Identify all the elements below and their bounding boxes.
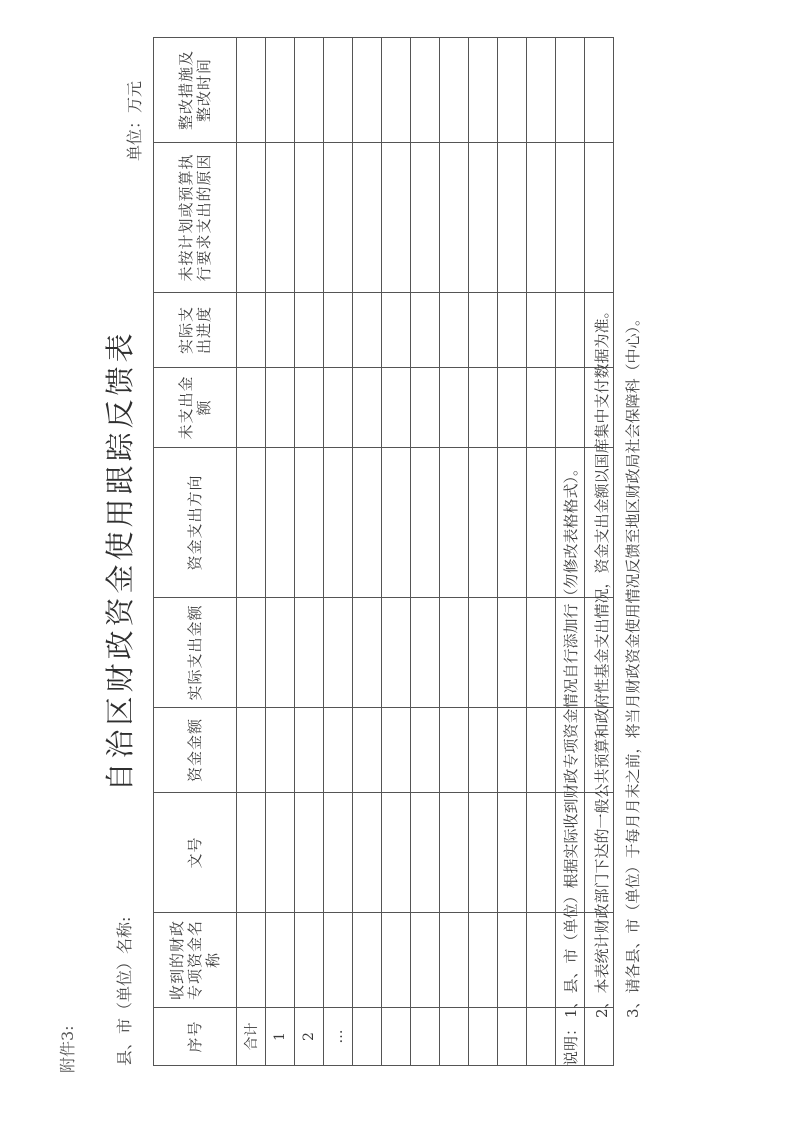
data-cell[interactable] (440, 368, 469, 448)
form-title: 自治区财政资金使用跟踪反馈表 (103, 329, 137, 792)
data-cell[interactable] (353, 793, 382, 913)
data-cell[interactable] (469, 793, 498, 913)
data-cell[interactable] (324, 368, 353, 448)
data-cell[interactable] (527, 293, 556, 368)
data-cell[interactable] (324, 913, 353, 1008)
header-cell: 未支出金额 (154, 368, 237, 448)
header-cell: 文号 (154, 793, 237, 913)
data-cell[interactable] (498, 793, 527, 913)
data-cell[interactable] (527, 708, 556, 793)
table-row (237, 38, 266, 1066)
header-cell: 收到的财政专项资金名称 (154, 913, 237, 1008)
data-cell[interactable] (266, 913, 295, 1008)
attachment-label: 附件3: (58, 1025, 77, 1073)
data-cell[interactable] (411, 598, 440, 708)
table-row (527, 38, 556, 1066)
data-cell[interactable] (411, 368, 440, 448)
data-cell[interactable] (353, 368, 382, 448)
data-cell[interactable] (498, 708, 527, 793)
data-cell[interactable] (324, 143, 353, 293)
data-cell[interactable] (411, 913, 440, 1008)
data-cell[interactable] (498, 913, 527, 1008)
row-label-cell[interactable] (411, 1008, 440, 1066)
data-cell[interactable] (469, 708, 498, 793)
header-cell: 资金支出方向 (154, 448, 237, 598)
data-cell[interactable] (440, 793, 469, 913)
data-cell[interactable] (237, 708, 266, 793)
unit-label: 单位：万元 (125, 80, 144, 161)
data-cell[interactable] (527, 38, 556, 143)
header-cell: 未按计划或预算执行要求支出的原因 (154, 143, 237, 293)
data-cell[interactable] (266, 598, 295, 708)
data-cell[interactable] (498, 38, 527, 143)
data-cell[interactable] (411, 143, 440, 293)
header-cell: 实际支出金额 (154, 598, 237, 708)
data-cell[interactable] (440, 143, 469, 293)
data-cell[interactable] (498, 143, 527, 293)
county-name-label: 县、市（单位）名称: (115, 916, 134, 1066)
data-cell[interactable] (324, 293, 353, 368)
table-row (295, 38, 324, 1066)
data-cell[interactable] (382, 448, 411, 598)
notes-label: 说明： (562, 1020, 580, 1066)
row-label-cell[interactable] (469, 1008, 498, 1066)
data-cell[interactable] (527, 143, 556, 293)
data-cell[interactable] (382, 913, 411, 1008)
data-cell[interactable] (469, 368, 498, 448)
data-cell[interactable] (324, 598, 353, 708)
data-cell[interactable] (295, 793, 324, 913)
data-cell[interactable] (527, 793, 556, 913)
table-row (324, 38, 353, 1066)
data-cell[interactable] (469, 143, 498, 293)
data-cell[interactable] (585, 38, 614, 143)
data-cell[interactable] (353, 38, 382, 143)
data-cell[interactable] (237, 448, 266, 598)
data-cell[interactable] (469, 448, 498, 598)
row-label-cell[interactable]: 2 (295, 1008, 324, 1066)
data-cell[interactable] (237, 293, 266, 368)
data-cell[interactable] (556, 293, 585, 368)
data-cell[interactable] (411, 793, 440, 913)
row-label-cell[interactable] (527, 1008, 556, 1066)
data-cell[interactable] (353, 143, 382, 293)
table-row (411, 38, 440, 1066)
row-label-cell[interactable]: 合计 (237, 1008, 266, 1066)
data-cell[interactable] (324, 448, 353, 598)
data-cell[interactable] (469, 598, 498, 708)
note-item: 3、请各县、市（单位）于每月月末之前，将当月财政资金使用情况反馈至地区财政局社会保障科（中心）。 (624, 310, 642, 1018)
data-cell[interactable] (237, 143, 266, 293)
data-cell[interactable] (440, 448, 469, 598)
data-cell[interactable] (266, 793, 295, 913)
row-label-cell[interactable] (440, 1008, 469, 1066)
data-cell[interactable] (295, 143, 324, 293)
data-cell[interactable] (411, 38, 440, 143)
data-cell[interactable] (585, 143, 614, 293)
data-cell[interactable] (498, 368, 527, 448)
row-label-cell[interactable]: … (324, 1008, 353, 1066)
data-cell[interactable] (237, 598, 266, 708)
row-label-cell[interactable] (353, 1008, 382, 1066)
data-cell[interactable] (237, 793, 266, 913)
data-cell[interactable] (382, 38, 411, 143)
data-cell[interactable] (382, 598, 411, 708)
data-cell[interactable] (295, 708, 324, 793)
data-cell[interactable] (324, 793, 353, 913)
data-cell[interactable] (382, 368, 411, 448)
data-cell[interactable] (411, 448, 440, 598)
data-cell[interactable] (382, 708, 411, 793)
data-cell[interactable] (498, 448, 527, 598)
data-cell[interactable] (237, 368, 266, 448)
data-cell[interactable] (469, 38, 498, 143)
row-label-cell[interactable]: 1 (266, 1008, 295, 1066)
data-cell[interactable] (295, 293, 324, 368)
data-cell[interactable] (295, 38, 324, 143)
data-cell[interactable] (353, 293, 382, 368)
data-cell[interactable] (440, 913, 469, 1008)
table-row (498, 38, 527, 1066)
table-row (353, 38, 382, 1066)
data-cell[interactable] (295, 368, 324, 448)
data-cell[interactable] (295, 448, 324, 598)
row-label-cell[interactable] (382, 1008, 411, 1066)
data-cell[interactable] (411, 293, 440, 368)
data-cell[interactable] (527, 368, 556, 448)
data-cell[interactable] (266, 708, 295, 793)
data-cell[interactable] (469, 293, 498, 368)
data-cell[interactable] (411, 708, 440, 793)
data-cell[interactable] (295, 598, 324, 708)
data-cell[interactable] (353, 598, 382, 708)
data-cell[interactable] (440, 598, 469, 708)
data-cell[interactable] (266, 368, 295, 448)
table-row (469, 38, 498, 1066)
data-cell[interactable] (382, 793, 411, 913)
data-cell[interactable] (266, 448, 295, 598)
data-cell[interactable] (237, 913, 266, 1008)
data-cell[interactable] (266, 293, 295, 368)
note-item: 1、县、市（单位）根据实际收到财政专项资金情况自行添加行（勿修改表格格式）。 (562, 460, 580, 1018)
data-cell[interactable] (440, 708, 469, 793)
data-cell[interactable] (237, 38, 266, 143)
data-cell[interactable] (556, 143, 585, 293)
data-cell[interactable] (527, 913, 556, 1008)
table-row (440, 38, 469, 1066)
data-cell[interactable] (382, 143, 411, 293)
data-cell[interactable] (382, 293, 411, 368)
data-cell[interactable] (324, 38, 353, 143)
data-cell[interactable] (440, 38, 469, 143)
header-cell: 实际支出进度 (154, 293, 237, 368)
data-cell[interactable] (324, 708, 353, 793)
data-cell[interactable] (266, 38, 295, 143)
data-cell[interactable] (498, 598, 527, 708)
feedback-table (153, 37, 614, 1066)
data-cell[interactable] (440, 293, 469, 368)
data-cell[interactable] (353, 913, 382, 1008)
table-row (266, 38, 295, 1066)
header-cell: 资金金额 (154, 708, 237, 793)
row-label-cell[interactable] (498, 1008, 527, 1066)
data-cell[interactable] (353, 708, 382, 793)
data-cell[interactable] (353, 448, 382, 598)
header-cell: 序号 (154, 1008, 237, 1066)
table-row (382, 38, 411, 1066)
table-body (237, 38, 614, 1066)
data-cell[interactable] (295, 913, 324, 1008)
note-item: 2、本表统计财政部门下达的一般公共预算和政府性基金支出情况，资金支出金额以国库集中支付数据为准。 (593, 303, 611, 1018)
data-cell[interactable] (498, 293, 527, 368)
data-cell[interactable] (556, 38, 585, 143)
header-row (154, 38, 237, 1066)
data-cell[interactable] (556, 368, 585, 448)
data-cell[interactable] (527, 448, 556, 598)
data-cell[interactable] (266, 143, 295, 293)
header-cell: 整改措施及整改时间 (154, 38, 237, 143)
data-cell[interactable] (527, 598, 556, 708)
data-cell[interactable] (469, 913, 498, 1008)
